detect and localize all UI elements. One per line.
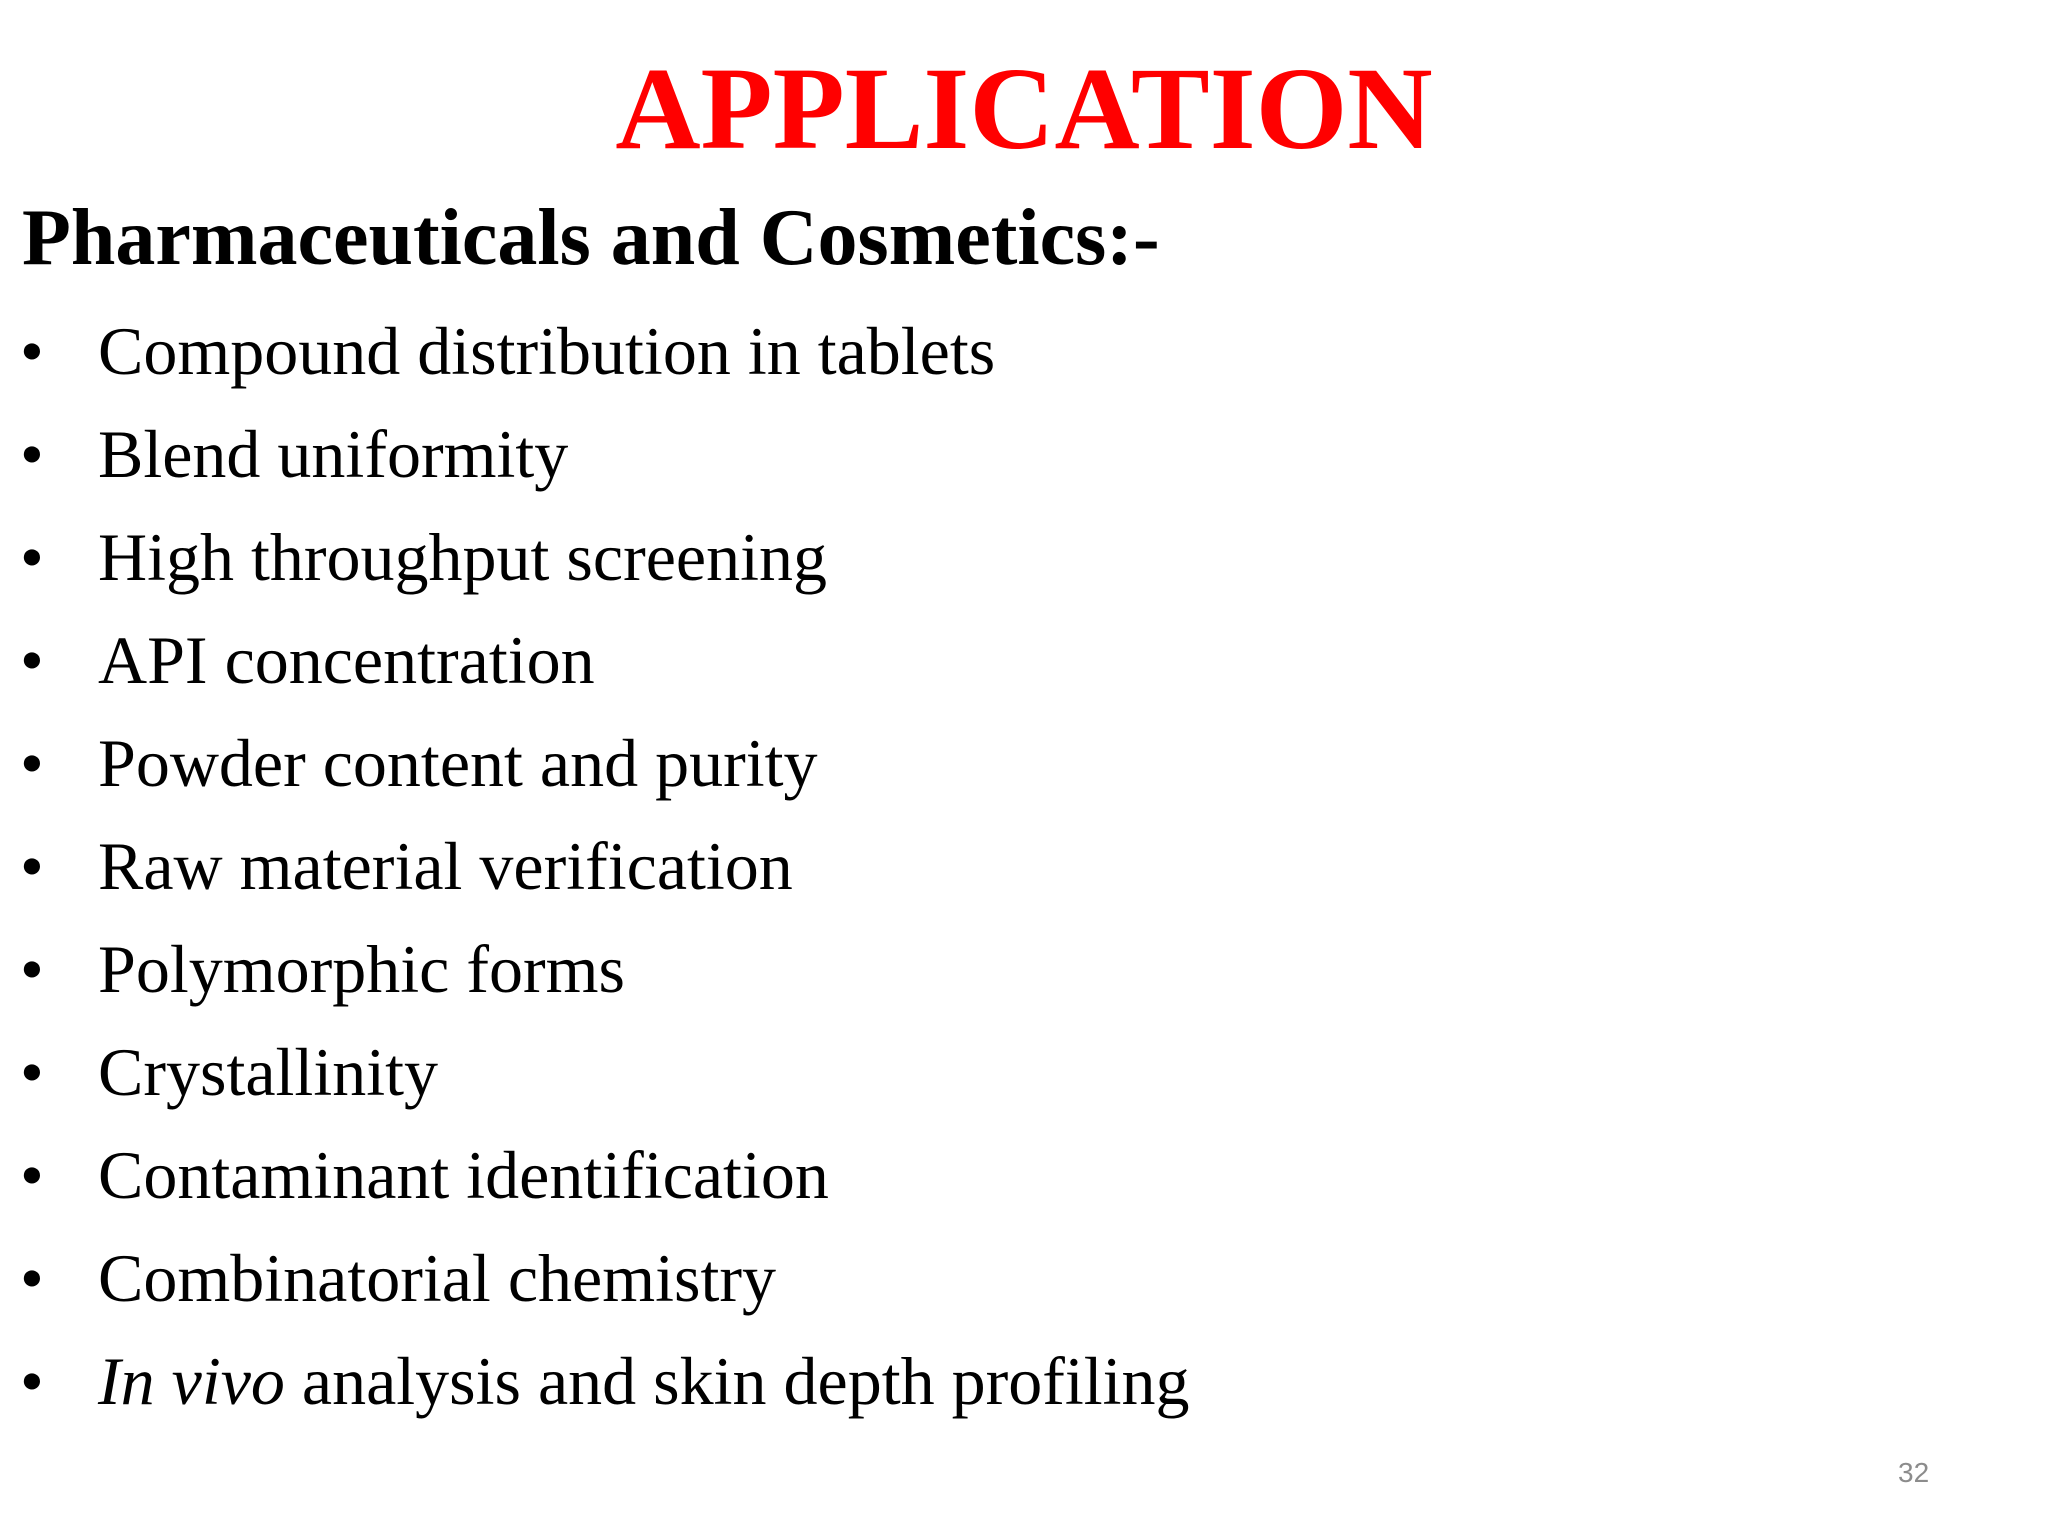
bullet-icon: • [20,622,44,698]
slide-title: APPLICATION [615,43,1433,174]
bullet-text: High throughput screening [98,519,827,595]
bullet-icon: • [20,313,44,389]
slide-subtitle: Pharmaceuticals and Cosmetics:- [22,194,1160,282]
bullet-icon: • [20,416,44,492]
bullet-text: Raw material verification [98,828,793,904]
bullet-text: API concentration [98,622,595,698]
bullet-icon: • [20,519,44,595]
bullet-text-italic: In vivo [98,1343,285,1419]
bullet-text: Contaminant identification [98,1137,829,1213]
bullet-text: Combinatorial chemistry [98,1240,776,1316]
bullet-icon: • [20,725,44,801]
bullet-icon: • [20,931,44,1007]
bullet-text: Powder content and purity [98,725,818,801]
bullet-icon: • [20,1343,44,1419]
bullet-icon: • [20,1240,44,1316]
bullet-text: Blend uniformity [98,416,569,492]
bullet-text: Crystallinity [98,1034,438,1110]
page-number: 32 [1898,1457,1930,1488]
bullet-icon: • [20,1034,44,1110]
bullet-text: Polymorphic forms [98,931,625,1007]
bullet-text [98,1330,1190,1433]
bullet-text: Compound distribution in tablets [98,313,996,389]
bullet-text-rest: analysis and skin depth profiling [284,1343,1190,1419]
bullet-icon: • [20,828,44,904]
bullet-icon: • [20,1137,44,1213]
